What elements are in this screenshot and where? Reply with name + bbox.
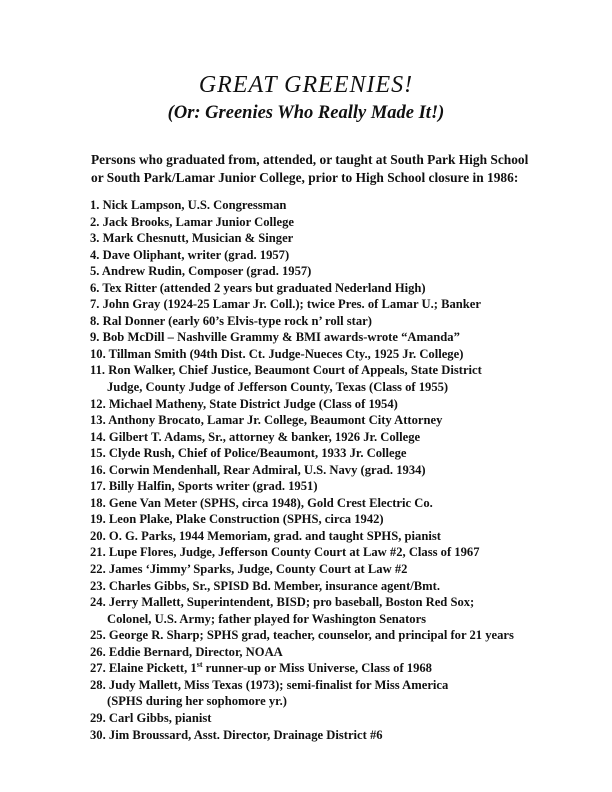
intro-paragraph <box>91 151 591 187</box>
list-item-label: John Gray (1924-25 Lamar Jr. Coll.); twice Pres. of Lamar U.; Banker <box>102 297 481 312</box>
list-item-text <box>90 594 590 611</box>
list-item-label: Anthony Brocato, Lamar Jr. College, Beaumont City Attorney <box>108 413 443 428</box>
list-item-text <box>90 247 590 264</box>
list-item-number: 14. <box>90 429 106 444</box>
list-item <box>90 727 590 744</box>
list-item-number: 17. <box>90 479 106 494</box>
list-item-label: Ron Walker, Chief Justice, Beaumont Court of Appeals, State District <box>108 363 482 378</box>
list-item-label: Tillman Smith (94th Dist. Ct. Judge-Nueces Cty., 1925 Jr. College) <box>108 346 464 361</box>
list-item-label: Andrew Rudin, Composer (grad. 1957) <box>101 264 312 279</box>
list-item <box>90 247 590 264</box>
list-item <box>90 214 590 231</box>
list-item-label: Dave Oliphant, writer (grad. 1957) <box>102 247 290 262</box>
list-item <box>90 677 590 710</box>
list-item <box>90 445 590 462</box>
page-title: GREAT GREENIES! <box>198 72 414 98</box>
list-item <box>90 511 590 528</box>
list-item-label: Gilbert T. Adams, Sr., attorney & banker, 1926 Jr. College <box>108 429 421 444</box>
list-item-label: Leon Plake, Plake Construction (SPHS, circa 1942) <box>108 512 384 527</box>
list-item-text <box>90 478 590 495</box>
list-item <box>90 462 590 479</box>
list-item-label: Eddie Bernard, Director, NOAA <box>108 644 283 659</box>
list-item-label: Jerry Mallett, Superintendent, BISD; pro baseball, Boston Red Sox; <box>108 595 475 610</box>
list-item-text <box>90 263 590 280</box>
list-item <box>90 478 590 495</box>
list-item <box>90 594 590 627</box>
list-item-label: Tex Ritter (attended 2 years but graduated Nederland High) <box>102 280 426 295</box>
list-item-label: George R. Sharp; SPHS grad, teacher, counselor, and principal for 21 years <box>108 628 514 643</box>
list-item-text <box>90 561 590 578</box>
list-item <box>90 296 590 313</box>
list-item-label: Lupe Flores, Judge, Jefferson County Court at Law #2, Class of 1967 <box>108 545 480 560</box>
list-item-text <box>90 462 590 479</box>
list-item-number: 24. <box>90 595 106 610</box>
list-item-continuation: (SPHS during her sophomore yr.) <box>107 694 287 709</box>
list-item-number: 9. <box>90 330 100 345</box>
list-item-text <box>90 230 590 247</box>
list-item-text <box>90 346 590 363</box>
list-item-label: Elaine Pickett, 1st runner-up or Miss Universe, Class of 1968 <box>108 660 432 676</box>
list-item-text <box>90 280 590 297</box>
list-item <box>90 230 590 247</box>
list-item-number: 15. <box>90 446 106 461</box>
intro-line: or South Park/Lamar Junior College, prior to High School closure in 1986: <box>91 170 519 185</box>
page-subtitle: (Or: Greenies Who Really Made It!) <box>167 103 445 123</box>
list-item-label: Carl Gibbs, pianist <box>108 710 212 725</box>
list-item-continuation: Colonel, U.S. Army; father played for Washington Senators <box>107 611 427 626</box>
list-item-number: 16. <box>90 462 106 477</box>
list-item-label: Jim Broussard, Asst. Director, Drainage District #6 <box>108 727 383 742</box>
list-item-number: 20. <box>90 528 106 543</box>
list-item-label: Jack Brooks, Lamar Junior College <box>102 214 294 229</box>
list-item-text <box>90 412 590 429</box>
list-item-label: Charles Gibbs, Sr., SPISD Bd. Member, insurance agent/Bmt. <box>108 578 440 593</box>
list-item-text <box>90 429 590 446</box>
list-item <box>90 197 590 214</box>
list-item <box>90 578 590 595</box>
list-item-text <box>90 296 590 313</box>
list-item-number: 28. <box>90 677 106 692</box>
list-item-label: Corwin Mendenhall, Rear Admiral, U.S. Navy (grad. 1934) <box>108 462 426 477</box>
greenies-list <box>90 197 590 743</box>
list-item-label: James ‘Jimmy’ Sparks, Judge, County Court at Law #2 <box>108 562 408 577</box>
list-item-text <box>90 660 590 677</box>
list-item-number: 29. <box>90 710 106 725</box>
list-item-number: 1. <box>90 198 100 212</box>
list-item-label: Mark Chesnutt, Musician & Singer <box>102 231 294 246</box>
list-item-text <box>90 197 590 214</box>
list-item-number: 30. <box>90 727 106 742</box>
list-item-text <box>90 627 590 644</box>
list-item-label: Nick Lampson, U.S. Congressman <box>102 198 287 212</box>
list-item-text <box>90 727 590 744</box>
list-item-number: 8. <box>90 313 100 328</box>
list-item <box>90 544 590 561</box>
list-item <box>90 429 590 446</box>
list-item-label: Michael Matheny, State District Judge (Class of 1954) <box>108 396 398 411</box>
list-item <box>90 412 590 429</box>
list-item-number: 7. <box>90 297 100 312</box>
list-item <box>90 528 590 545</box>
list-item-number: 5. <box>90 264 100 279</box>
list-item <box>90 329 590 346</box>
list-item-number: 13. <box>90 413 106 428</box>
list-item <box>90 362 590 395</box>
list-item-label: Bob McDill – Nashville Grammy & BMI awards-wrote “Amanda” <box>102 330 460 345</box>
list-item-text <box>90 362 590 379</box>
list-item <box>90 644 590 661</box>
list-item-label: Judy Mallett, Miss Texas (1973); semi-finalist for Miss America <box>108 677 449 692</box>
list-item-number: 4. <box>90 247 100 262</box>
list-item-text <box>90 528 590 545</box>
list-item-number: 18. <box>90 495 106 510</box>
list-item-number: 23. <box>90 578 106 593</box>
list-item-number: 19. <box>90 512 106 527</box>
list-item <box>90 660 590 677</box>
list-item-text <box>90 544 590 561</box>
list-item-text <box>90 313 590 330</box>
list-item-number: 27. <box>90 661 106 676</box>
list-item-number: 21. <box>90 545 106 560</box>
list-item-label: Ral Donner (early 60’s Elvis-type rock n’ roll star) <box>102 313 372 328</box>
list-item-number: 12. <box>90 396 106 411</box>
list-item-label: Billy Halfin, Sports writer (grad. 1951) <box>108 479 318 494</box>
list-item <box>90 627 590 644</box>
list-item <box>90 313 590 330</box>
list-item-number: 3. <box>90 231 100 246</box>
list-item-number: 25. <box>90 628 106 643</box>
list-item-number: 6. <box>90 280 100 295</box>
list-item-text <box>90 677 590 694</box>
list-item <box>90 280 590 297</box>
list-item <box>90 346 590 363</box>
list-item-text <box>90 644 590 661</box>
list-item-number: 2. <box>90 214 100 229</box>
list-item-label: Gene Van Meter (SPHS, circa 1948), Gold Crest Electric Co. <box>108 495 433 510</box>
list-item-continuation: Judge, County Judge of Jefferson County, Texas (Class of 1955) <box>107 380 449 395</box>
list-item-number: 11. <box>90 363 106 378</box>
list-item-text <box>90 396 590 413</box>
list-item-number: 26. <box>90 644 106 659</box>
list-item-text <box>90 710 590 727</box>
list-item-text <box>90 495 590 512</box>
list-item-text <box>90 329 590 346</box>
list-item <box>90 263 590 280</box>
list-item-label: O. G. Parks, 1944 Memoriam, grad. and taught SPHS, pianist <box>108 528 441 543</box>
list-item-text <box>90 445 590 462</box>
list-item <box>90 561 590 578</box>
list-item <box>90 396 590 413</box>
list-item-number: 10. <box>90 346 106 361</box>
list-item <box>90 710 590 727</box>
list-item-text <box>90 578 590 595</box>
list-item-label: Clyde Rush, Chief of Police/Beaumont, 1933 Jr. College <box>108 446 407 461</box>
list-item-number: 22. <box>90 562 106 577</box>
list-item <box>90 495 590 512</box>
intro-line: Persons who graduated from, attended, or taught at South Park High School <box>91 152 529 167</box>
list-item-text <box>90 214 590 231</box>
list-item-text <box>90 511 590 528</box>
